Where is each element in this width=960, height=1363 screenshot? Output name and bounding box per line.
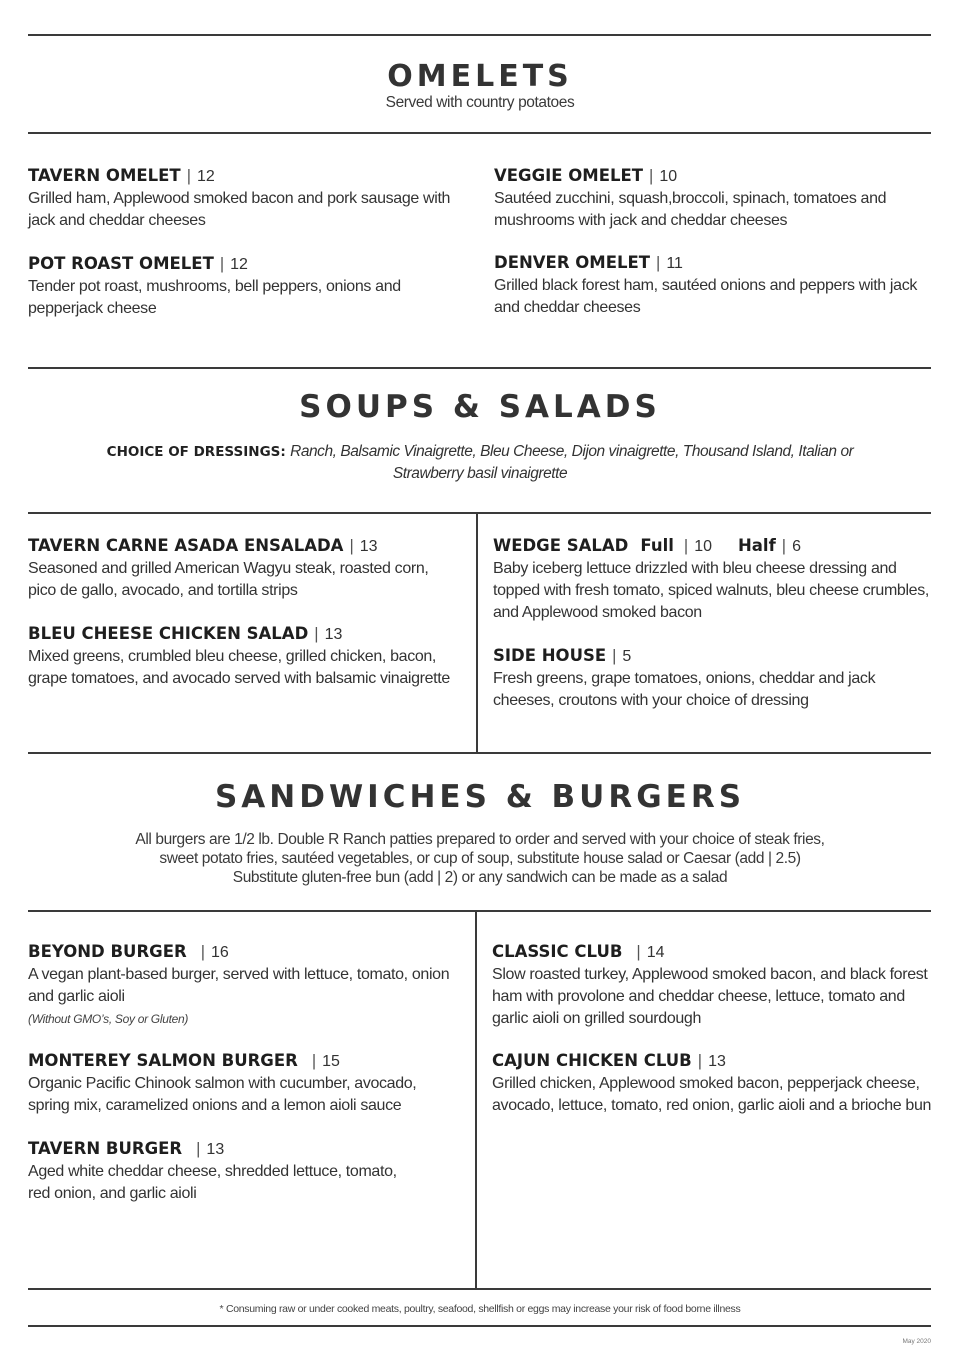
sandwiches-intro-line3: Substitute gluten-free bun (add | 2) or any sandwich can be made as a salad [232, 869, 728, 886]
item-name: WEDGE SALAD [493, 536, 629, 555]
item-name: TAVERN BURGER [28, 1139, 183, 1158]
item-price: 14 [646, 944, 665, 961]
menu-item-tavern-burger: TAVERN BURGER | 13 Aged white cheddar cheese, shredded lettuce, tomato, red onion, and garlic aioli [28, 1138, 418, 1205]
item-name: SIDE HOUSE [493, 646, 607, 665]
item-price: 13 [206, 1141, 225, 1158]
full-label: Full [640, 536, 674, 555]
item-price: 12 [230, 256, 248, 273]
half-price: 6 [792, 538, 801, 555]
item-description: Fresh greens, grape tomatoes, onions, cheddar and jack cheeses, croutons with your choice of dressing [493, 670, 876, 709]
menu-item-side-house: SIDE HOUSE | 5 Fresh greens, grape tomatoes, onions, cheddar and jack cheeses, croutons with your choice of dressing [493, 645, 933, 712]
menu-item-bleu-cheese-chicken-salad: BLEU CHEESE CHICKEN SALAD | 13 Mixed greens, crumbled bleu cheese, grilled chicken, bacon, grape tomatoes, and avocado served with balsamic vinaigrette [28, 623, 468, 690]
divider-sandwiches-grid-top [28, 910, 931, 912]
menu-item-pot-roast-omelet: POT ROAST OMELET | 12 Tender pot roast, mushrooms, bell peppers, onions and pepperjack cheese [28, 253, 438, 320]
item-description: Seasoned and grilled American Wagyu steak, roasted corn, pico de gallo, avocado, and tortilla strips [28, 560, 429, 599]
sandwiches-intro-line1: All burgers are 1/2 lb. Double R Ranch patties prepared to order and served with your choice of steak fries, [135, 831, 825, 848]
item-description: Grilled black forest ham, sautéed onions and peppers with jack and cheddar cheeses [494, 277, 917, 316]
item-description: Slow roasted turkey, Applewood smoked bacon, and black forest ham with provolone and cheddar cheese, lettuce, tomato and garlic aioli on grilled sourdough [492, 966, 928, 1027]
menu-item-tavern-omelet: TAVERN OMELET | 12 Grilled ham, Applewood smoked bacon and pork sausage with jack and cheddar cheeses [28, 165, 468, 232]
item-price: 13 [324, 626, 343, 643]
section-title-sandwiches-burgers: SANDWICHES & BURGERS [214, 779, 746, 815]
menu-item-cajun-chicken-club: CAJUN CHICKEN CLUB | 13 Grilled chicken, Applewood smoked bacon, pepperjack cheese, avocado, lettuce, tomato, red onion, garlic aioli and a brioche bun [492, 1050, 937, 1117]
divider-soups-top [28, 367, 931, 369]
item-name: VEGGIE OMELET [494, 166, 644, 185]
item-price: 13 [708, 1053, 726, 1070]
item-description: Baby iceberg lettuce drizzled with bleu cheese dressing and topped with fresh tomato, spiced walnuts, bleu cheese crumbles, and Applewood smoked bacon [493, 560, 929, 621]
item-name: TAVERN CARNE ASADA ENSALADA [28, 536, 344, 555]
divider-footer [28, 1325, 931, 1327]
food-safety-disclaimer: * Consuming raw or under cooked meats, poultry, seafood, shellfish or eggs may increase your risk of food borne illness [219, 1303, 741, 1315]
menu-item-veggie-omelet: VEGGIE OMELET | 10 Sautéed zucchini, squash,broccoli, spinach, tomatoes and mushrooms with jack and cheddar cheeses [494, 165, 904, 232]
divider-top [28, 34, 931, 36]
omelets-subtitle: Served with country potatoes [385, 94, 575, 111]
item-name: POT ROAST OMELET [28, 254, 214, 273]
item-price: 13 [359, 538, 378, 555]
dressings-label: CHOICE OF DRESSINGS: [106, 444, 286, 460]
dressings-list: Ranch, Balsamic Vinaigrette, Bleu Cheese, Dijon vinaigrette, Thousand Island, Italian or Strawberry basil vinaigrette [290, 443, 854, 482]
item-price: 16 [210, 944, 229, 961]
menu-item-classic-club: CLASSIC CLUB | 14 Slow roasted turkey, Applewood smoked bacon, and black forest ham with provolone and cheddar cheese, lettuce, tomato and garlic aioli on grilled sourdough [492, 941, 932, 1030]
full-price: 10 [694, 538, 712, 555]
menu-item-wedge-salad: WEDGE SALAD Full | 10 Half | 6 Baby iceberg lettuce drizzled with bleu cheese dressing and topped with fresh tomato, spiced walnuts, bleu cheese crumbles, and Applewood smoked bacon [493, 535, 933, 624]
item-price: 15 [322, 1053, 340, 1070]
item-name: TAVERN OMELET [28, 166, 181, 185]
item-description: Grilled chicken, Applewood smoked bacon, pepperjack cheese, avocado, lettuce, tomato, red onion, garlic aioli and a brioche bun [492, 1075, 932, 1114]
divider-soups-vertical [476, 512, 478, 753]
section-title-omelets: OMELETS [387, 59, 573, 94]
item-price: 10 [659, 168, 678, 185]
item-note: (Without GMO’s, Soy or Gluten) [28, 1012, 189, 1026]
sandwiches-intro-line2: sweet potato fries, sautéed vegetables, or cup of soup, substitute house salad or Caesar (add | 2.5) [159, 850, 801, 867]
item-description: Grilled ham, Applewood smoked bacon and pork sausage with jack and cheddar cheeses [28, 190, 451, 229]
half-label: Half [737, 536, 776, 555]
menu-item-beyond-burger: BEYOND BURGER | 16 A vegan plant-based burger, served with lettuce, tomato, onion and garlic aioli (Without GMO’s, Soy or Gluten) [28, 941, 468, 1029]
item-description: Tender pot roast, mushrooms, bell peppers, onions and pepperjack cheese [28, 278, 401, 317]
item-name: MONTEREY SALMON BURGER [28, 1051, 298, 1070]
menu-item-carne-asada-ensalada: TAVERN CARNE ASADA ENSALADA | 13 Seasoned and grilled American Wagyu steak, roasted corn, pico de gallo, avocado, and tortilla strips [28, 535, 448, 602]
section-title-soups-salads: SOUPS & SALADS [299, 389, 661, 425]
menu-date: May 2020 [902, 1338, 931, 1345]
item-description: A vegan plant-based burger, served with lettuce, tomato, onion and garlic aioli [28, 966, 450, 1005]
item-price: 5 [622, 648, 632, 665]
item-description: Aged white cheddar cheese, shredded lettuce, tomato, red onion, and garlic aioli [28, 1163, 397, 1202]
item-price: 11 [666, 255, 683, 272]
item-name: CLASSIC CLUB [492, 942, 623, 961]
item-name: DENVER OMELET [494, 253, 651, 272]
dressings-note [90, 441, 870, 485]
item-description: Mixed greens, crumbled bleu cheese, grilled chicken, bacon, grape tomatoes, and avocado served with balsamic vinaigrette [28, 648, 450, 687]
menu-item-denver-omelet: DENVER OMELET | 11 Grilled black forest ham, sautéed onions and peppers with jack and cheddar cheeses [494, 252, 924, 319]
item-name: CAJUN CHICKEN CLUB [492, 1051, 692, 1070]
item-description: Sautéed zucchini, squash,broccoli, spinach, tomatoes and mushrooms with jack and cheddar cheeses [494, 190, 887, 229]
item-description: Organic Pacific Chinook salmon with cucumber, avocado, spring mix, caramelized onions and a lemon aioli sauce [28, 1075, 417, 1114]
menu-item-monterey-salmon-burger: MONTEREY SALMON BURGER | 15 Organic Pacific Chinook salmon with cucumber, avocado, spring mix, caramelized onions and a lemon aioli sauce [28, 1050, 438, 1117]
item-price: 12 [196, 168, 215, 185]
divider-sandwiches-vertical [475, 910, 477, 1288]
divider-omelets [28, 132, 931, 134]
divider-soups-bottom [28, 752, 931, 754]
divider-soups-grid-top [28, 512, 931, 514]
item-name: BEYOND BURGER [28, 942, 187, 961]
divider-sandwiches-bottom [28, 1288, 931, 1290]
item-name: BLEU CHEESE CHICKEN SALAD [28, 624, 309, 643]
